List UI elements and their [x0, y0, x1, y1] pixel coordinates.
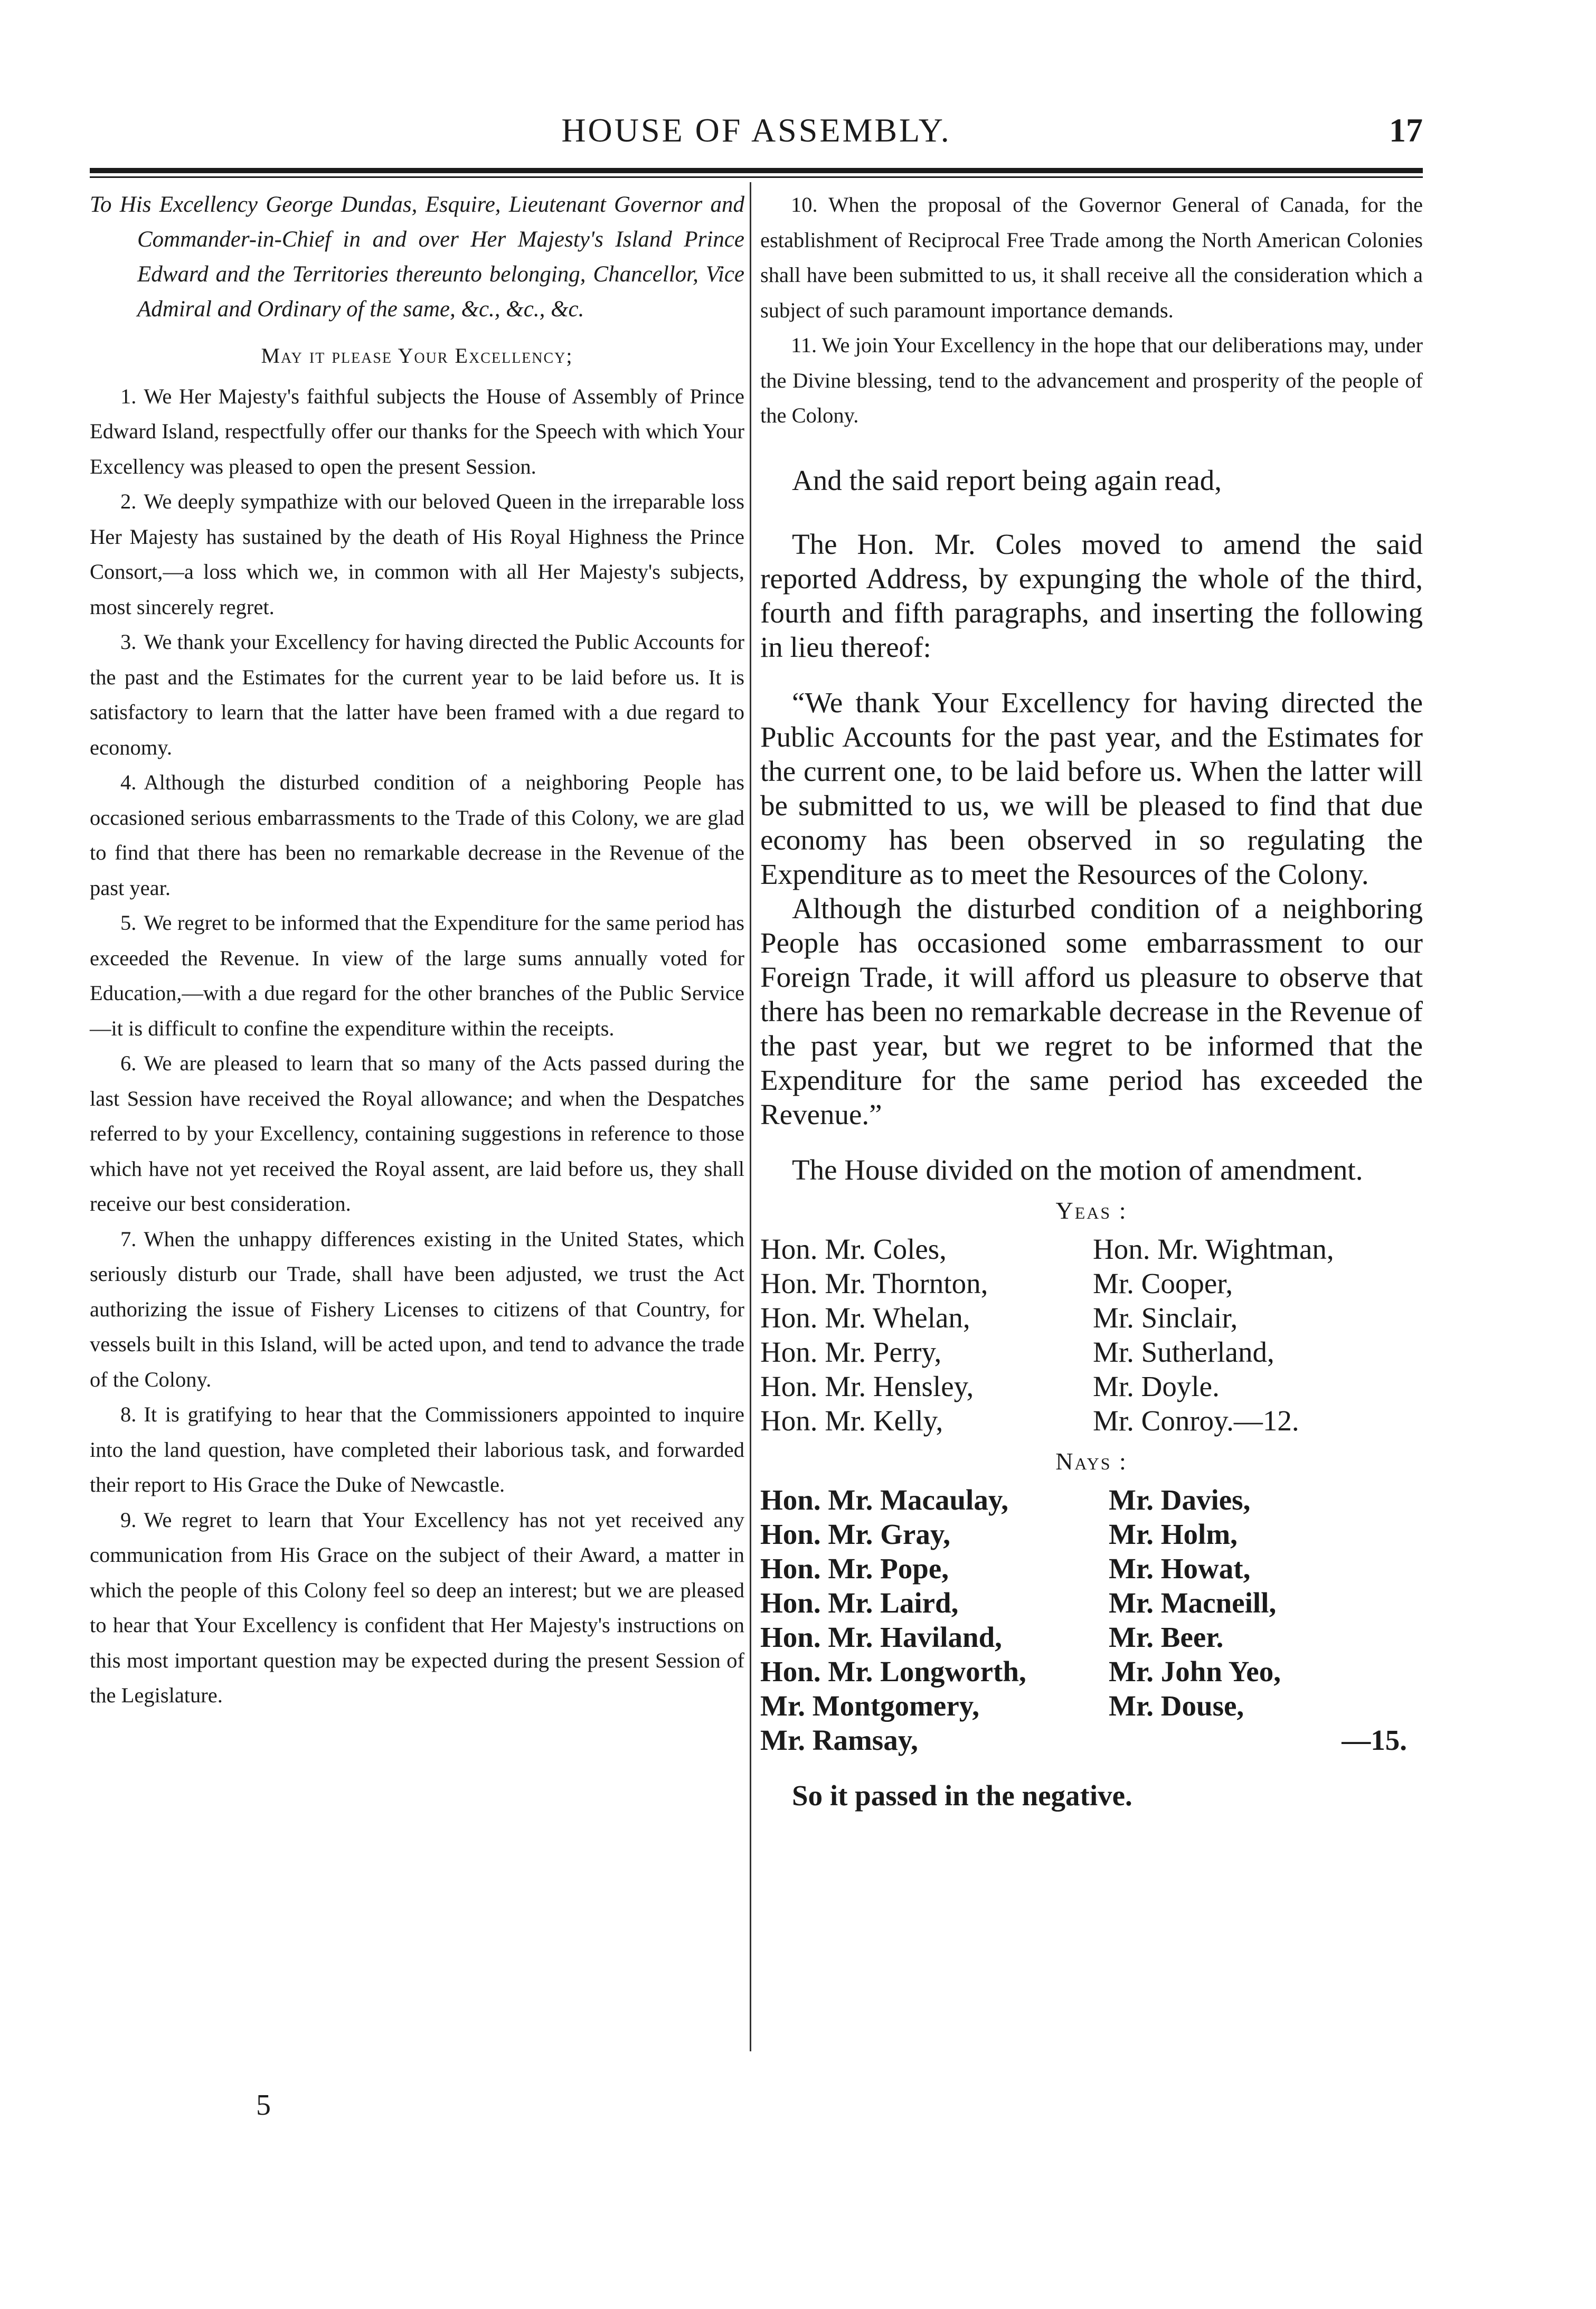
spacer	[760, 433, 1423, 463]
result-line: So it passed in the negative.	[792, 1779, 1132, 1812]
paragraph-text: We join Your Excellency in the hope that our deliberations may, under the Divine blessing, tend to the advancement and prosperity of the people of the Colony.	[760, 333, 1423, 427]
spacer	[760, 1132, 1423, 1153]
address-paragraph	[90, 1397, 744, 1503]
vote-total: —15.	[1342, 1723, 1407, 1756]
yeas-list	[760, 1232, 1423, 1438]
member-name: Mr. Davies,	[1109, 1483, 1251, 1516]
member-name: Hon. Mr. Macaulay,	[760, 1483, 1009, 1516]
paragraph-number: 2.	[120, 489, 137, 513]
yeas-heading: Yeas :	[1055, 1196, 1128, 1224]
signature-mark: 5	[256, 2089, 271, 2122]
yeas-column	[760, 1232, 1093, 1438]
member-name: Mr. Sutherland,	[1093, 1335, 1274, 1368]
paragraph-number: 3.	[120, 630, 137, 654]
member-name: Hon. Mr. Kelly,	[760, 1404, 943, 1437]
paragraph-number: 4.	[120, 770, 137, 794]
member-name: Hon. Mr. Longworth,	[760, 1655, 1026, 1688]
address-paragraph	[90, 1046, 744, 1222]
member-name: Hon. Mr. Haviland,	[760, 1620, 1002, 1653]
member-name: Hon. Mr. Wightman,	[1093, 1232, 1334, 1265]
address-paragraph	[90, 625, 744, 765]
member-name: Mr. Cooper,	[1093, 1267, 1233, 1299]
member-name: Hon. Mr. Pope,	[760, 1552, 949, 1585]
member-name: Mr. Beer.	[1109, 1620, 1224, 1653]
paragraph-number: 8.	[120, 1402, 137, 1426]
page-number: 17	[1389, 111, 1423, 149]
report-read-line: And the said report being again read,	[792, 464, 1222, 496]
paragraph-text: We thank your Excellency for having directed the Public Accounts for the past and the Estimates for the current year to be laid before us. It is satisfactory to learn that the latter have been framed with a due regard to economy.	[90, 630, 744, 759]
address-paragraph	[90, 484, 744, 625]
division-line: The House divided on the motion of amendment.	[792, 1153, 1363, 1186]
paragraph-text: When the proposal of the Governor General of Canada, for the establishment of Reciprocal Free Trade among the North American Colonies shall have been submitted to us, it shall receive all the consideration which a subject of such paramount importance demands.	[760, 193, 1423, 322]
member-name: Hon. Mr. Perry,	[760, 1335, 942, 1368]
page-title: HOUSE OF ASSEMBLY.	[561, 111, 951, 149]
left-column	[90, 187, 744, 1713]
yeas-column	[1093, 1232, 1334, 1438]
amendment-paragraph: Although the disturbed condition of a neighboring People has occasioned some embarrassment to our Foreign Trade, it will afford us pleasure to observe that there has been no remarkable decrease in the Revenue of the past year, but we regret to be informed that the Expenditure for the same period has exceeded the Revenue.”	[760, 892, 1423, 1130]
member-name: Hon. Mr. Laird,	[760, 1586, 959, 1619]
paragraph-number: 10.	[791, 193, 818, 216]
amendment-paragraph: “We thank Your Excellency for having directed the Public Accounts for the past year, and the Estimates for the current one, to be laid before us. When the latter will be submitted to us, we will be pleased to find that due economy has been observed in so regulating the Expenditure as to meet the Resources of the Colony.	[760, 686, 1423, 890]
member-name: Mr. Douse,	[1109, 1689, 1244, 1722]
member-name: Hon. Mr. Coles,	[760, 1232, 947, 1265]
paragraph-text: We regret to be informed that the Expenditure for the same period has exceeded the Revenue. In view of the large sums annually voted for Education,—with a due regard for the other branches of the Public Service—it is difficult to confine the expenditure within the receipts.	[90, 911, 744, 1040]
paragraph-text: We Her Majesty's faithful subjects the House of Assembly of Prince Edward Island, respectfully offer our thanks for the Speech with which Your Excellency was pleased to open the present Session.	[90, 384, 744, 478]
address-paragraph	[90, 379, 744, 485]
motion-paragraph: The Hon. Mr. Coles moved to amend the said reported Address, by expunging the whole of the third, fourth and fifth paragraphs, and inserting the following in lieu thereof:	[760, 527, 1423, 663]
member-name: Mr. Ramsay,	[760, 1723, 918, 1756]
paragraph-text: It is gratifying to hear that the Commissioners appointed to inquire into the land question, have completed their laborious task, and forwarded their report to His Grace the Duke of Newcastle.	[90, 1402, 744, 1496]
nays-heading: Nays :	[1055, 1447, 1128, 1475]
spacer	[760, 497, 1423, 527]
address-paragraph	[90, 1503, 744, 1713]
nays-list	[760, 1483, 1423, 1723]
right-column	[760, 187, 1423, 1813]
header-rule	[90, 168, 1423, 173]
address-paragraph	[90, 1222, 744, 1398]
paragraph-number: 1.	[120, 384, 137, 408]
member-name: Mr. Montgomery,	[760, 1689, 979, 1722]
address-paragraph	[760, 187, 1423, 328]
paragraph-number: 11.	[791, 333, 817, 357]
address-paragraph	[90, 906, 744, 1046]
member-name: Mr. Macneill,	[1109, 1586, 1277, 1619]
member-name: Mr. Howat,	[1109, 1552, 1251, 1585]
member-name: Mr. John Yeo,	[1109, 1655, 1281, 1688]
spacer	[760, 1757, 1423, 1778]
address-heading: To His Excellency George Dundas, Esquire, Lieutenant Governor and Commander-in-Chief in and over Her Majesty's Island Prince Edward and the Territories thereunto belonging, Chancellor, Vice Admiral and Ordinary of the same, &c., &c., &c.	[90, 192, 744, 322]
nays-column	[760, 1483, 1109, 1723]
paragraph-text: We are pleased to learn that so many of the Acts passed during the last Session have received the Royal allowance; and when the Despatches referred to by your Excellency, containing suggestions in reference to those which have not yet received the Royal assent, are laid before us, they shall receive our best consideration.	[90, 1051, 744, 1215]
member-name: Mr. Sinclair,	[1093, 1301, 1238, 1334]
paragraph-number: 5.	[120, 911, 137, 935]
member-name: Hon. Mr. Thornton,	[760, 1267, 988, 1299]
member-name: Hon. Mr. Hensley,	[760, 1370, 974, 1402]
spacer	[760, 664, 1423, 685]
paragraph-text: When the unhappy differences existing in the United States, which seriously disturb our Trade, shall have been adjusted, we trust the Act authorizing the issue of Fishery Licenses to citizens of that Country, for vessels built in this Island, will be acted upon, and tend to advance the trade of the Colony.	[90, 1227, 744, 1391]
paragraph-number: 7.	[120, 1227, 137, 1251]
salutation: May it please Your Excellency;	[261, 344, 573, 367]
column-divider	[750, 182, 751, 2051]
address-paragraph	[90, 765, 744, 906]
paragraph-text: Although the disturbed condition of a neighboring People has occasioned serious embarrassments to the Trade of this Colony, we are glad to find that there has been no remarkable decrease in the Revenue of the past year.	[90, 770, 744, 900]
header-rule-thin	[90, 176, 1423, 178]
member-name: Mr. Doyle.	[1093, 1370, 1220, 1402]
member-name: Mr. Conroy.—12.	[1093, 1404, 1299, 1437]
paragraph-number: 6.	[120, 1051, 137, 1075]
member-name: Mr. Holm,	[1109, 1518, 1238, 1550]
paragraph-text: We regret to learn that Your Excellency has not yet received any communication from His Grace on the subject of their Award, a matter in which the people of this Colony feel so deep an interest; but we are pleased to hear that Your Excellency is confident that Her Majesty's instructions on this most important question may be expected during the present Session of the Legislature.	[90, 1507, 744, 1707]
nays-last-row	[760, 1723, 1423, 1757]
address-paragraph	[760, 328, 1423, 433]
paragraph-text: We deeply sympathize with our beloved Queen in the irreparable loss Her Majesty has sustained by the death of His Royal Highness the Prince Consort,—a loss which we, in common with all Her Majesty's subjects, most sincerely regret.	[90, 489, 744, 619]
member-name: Hon. Mr. Whelan,	[760, 1301, 970, 1334]
nays-column	[1109, 1483, 1281, 1723]
page-header	[90, 106, 1423, 164]
paragraph-number: 9.	[120, 1507, 137, 1532]
member-name: Hon. Mr. Gray,	[760, 1518, 951, 1550]
